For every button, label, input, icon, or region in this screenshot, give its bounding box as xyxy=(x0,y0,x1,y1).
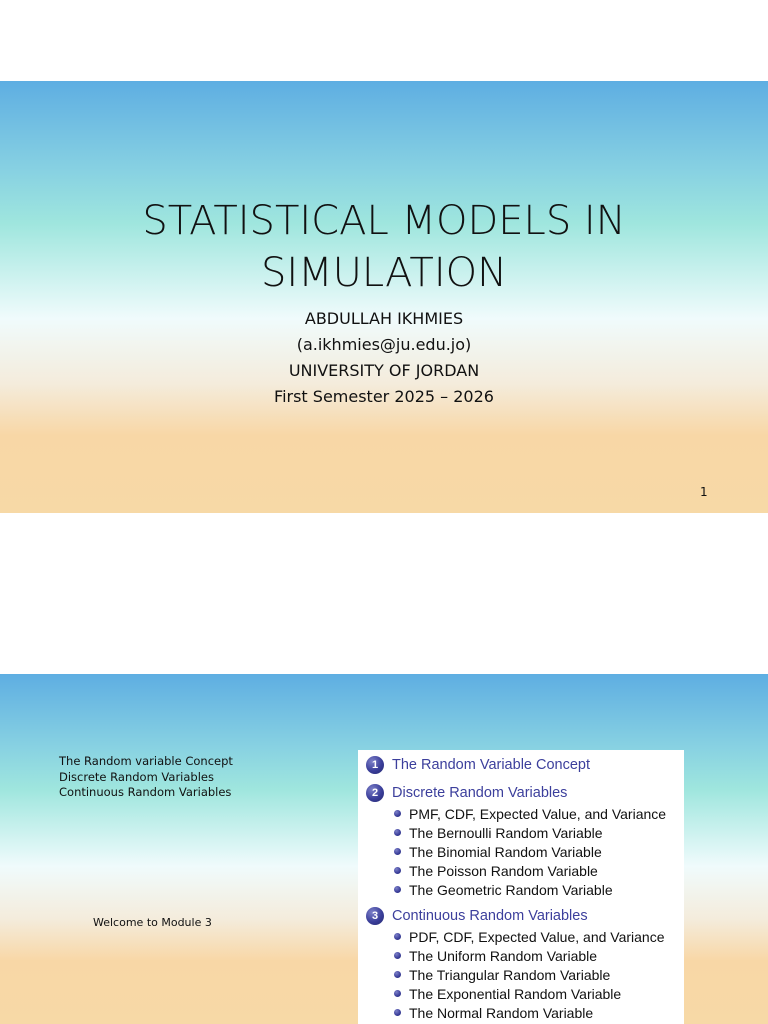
section-number-badge: 2 xyxy=(366,784,384,802)
list-item: PMF, CDF, Expected Value, and Variance xyxy=(394,804,666,823)
bullet-icon xyxy=(394,886,401,893)
bullet-icon xyxy=(394,933,401,940)
section-label: Continuous Random Variables xyxy=(392,908,588,924)
author-name: ABDULLAH IKHMIES xyxy=(304,309,464,328)
list-item: The Bernoulli Random Variable xyxy=(394,823,666,842)
bullet-icon xyxy=(394,952,401,959)
topic-note: Discrete Random Variables xyxy=(59,769,214,784)
author-email: (a.ikhmies@ju.edu.jo) xyxy=(296,335,472,354)
semester-text: First Semester 2025 – 2026 xyxy=(274,387,494,406)
list-item: PDF, CDF, Expected Value, and Variance xyxy=(394,927,665,946)
outline-section-1 xyxy=(366,756,590,774)
list-item: The Normal Random Variable xyxy=(394,1003,665,1022)
title-slide xyxy=(0,81,768,513)
bullet-icon xyxy=(394,829,401,836)
section-number-badge: 1 xyxy=(366,756,384,774)
welcome-text: Welcome to Module 3 xyxy=(93,916,212,929)
module-overview-slide xyxy=(0,674,768,1024)
slide-title-line-1: STATISTICAL MODELS IN xyxy=(142,198,626,244)
university-name: UNIVERSITY OF JORDAN xyxy=(288,361,480,380)
list-item: The Uniform Random Variable xyxy=(394,946,665,965)
outline-image xyxy=(358,750,684,1024)
bullet-icon xyxy=(394,971,401,978)
bullet-icon xyxy=(394,848,401,855)
list-item: The Triangular Random Variable xyxy=(394,965,665,984)
topic-note: The Random variable Concept xyxy=(59,754,233,768)
topic-note: Continuous Random Variables xyxy=(59,785,232,799)
outline-items-section-3 xyxy=(394,927,665,1022)
section-number-badge: 3 xyxy=(366,907,384,925)
list-item: The Geometric Random Variable xyxy=(394,880,666,899)
bullet-icon xyxy=(394,1009,401,1016)
section-label: Discrete Random Variables xyxy=(392,785,568,801)
bullet-icon xyxy=(394,867,401,874)
list-item: The Exponential Random Variable xyxy=(394,984,665,1003)
slide-subtitle xyxy=(0,306,768,410)
topic-notes xyxy=(59,754,233,801)
slide-title-line-2: SIMULATION xyxy=(260,250,508,296)
section-label: The Random Variable Concept xyxy=(392,757,591,773)
outline-section-3 xyxy=(366,907,588,925)
slide-title xyxy=(0,195,768,299)
outline-section-2 xyxy=(366,784,567,802)
outline-items-section-2 xyxy=(394,804,666,899)
slide-number: 1 xyxy=(700,485,708,499)
bullet-icon xyxy=(394,810,401,817)
list-item: The Poisson Random Variable xyxy=(394,861,666,880)
list-item: The Binomial Random Variable xyxy=(394,842,666,861)
bullet-icon xyxy=(394,990,401,997)
